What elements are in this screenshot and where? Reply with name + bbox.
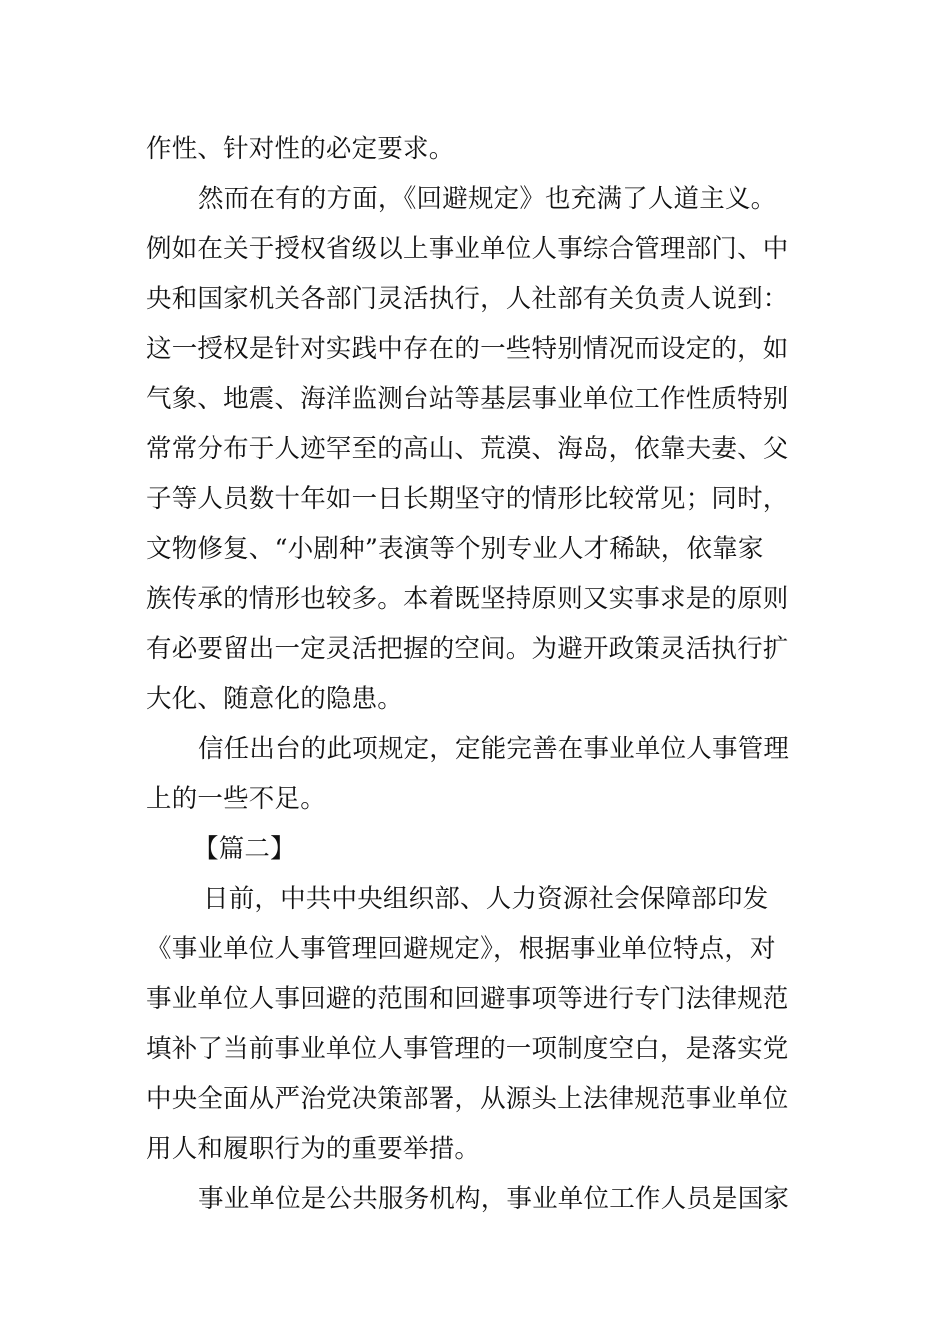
paragraph-line: 中央全面从严治党决策部署，从源头上法律规范事业单位	[146, 1084, 789, 1114]
paragraph-line: 大化、随意化的隐患。	[146, 684, 404, 714]
paragraph-line: 例如在关于授权省级以上事业单位人事综合管理部门、中	[146, 234, 789, 264]
paragraph-line: 有必要留出一定灵活把握的空间。为避开政策灵活执行扩	[146, 634, 789, 664]
paragraph-line: 子等人员数十年如一日长期坚守的情形比较常见；同时，	[146, 484, 789, 514]
paragraph-line: 用人和履职行为的重要举措。	[146, 1134, 481, 1164]
paragraph-line: 文物修复、“小剧种”表演等个别专业人才稀缺，依靠家	[146, 534, 764, 564]
paragraph-line: 然而在有的方面，《回避规定》也充满了人道主义。	[198, 184, 777, 214]
paragraph-line: 信任出台的此项规定，定能完善在事业单位人事管理	[198, 734, 790, 764]
paragraph-line: 作性、针对性的必定要求。	[146, 134, 455, 164]
paragraph-line: 《事业单位人事管理回避规定》，根据事业单位特点，对	[146, 934, 776, 964]
paragraph-line: 气象、地震、海洋监测台站等基层事业单位工作性质特别	[146, 384, 789, 414]
paragraph-line: 上的一些不足。	[146, 784, 326, 814]
paragraph-line: 填补了当前事业单位人事管理的一项制度空白，是落实党	[146, 1034, 789, 1064]
section-heading: 【篇二】	[193, 834, 296, 864]
paragraph-line: 这一授权是针对实践中存在的一些特别情况而设定的，如	[146, 334, 789, 364]
paragraph-line: 常常分布于人迹罕至的高山、荒漠、海岛，依靠夫妻、父	[146, 434, 789, 464]
paragraph-line: 日前，中共中央组织部、人力资源社会保障部印发	[203, 884, 769, 914]
paragraph-line: 族传承的情形也较多。本着既坚持原则又实事求是的原则	[146, 584, 789, 614]
paragraph-line: 事业单位是公共服务机构，事业单位工作人员是国家	[198, 1184, 790, 1214]
paragraph-line: 事业单位人事回避的范围和回避事项等进行专门法律规范	[146, 984, 789, 1014]
paragraph-line: 央和国家机关各部门灵活执行，人社部有关负责人说到：	[146, 284, 789, 314]
